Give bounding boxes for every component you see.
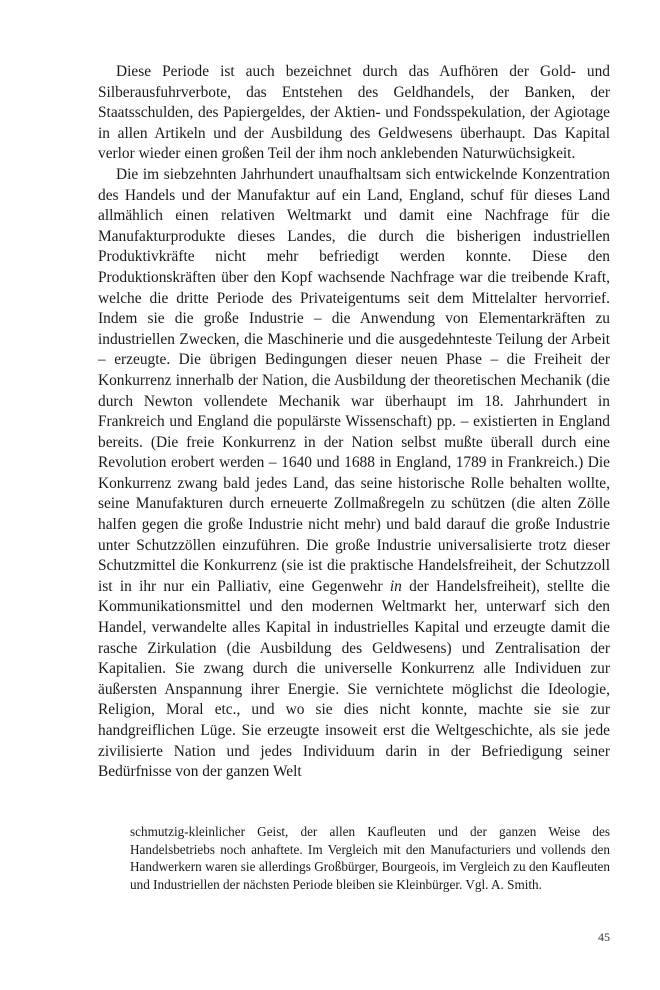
footnote-text: schmutzig-kleinlicher Geist, der allen Kaufleuten und der ganzen Weise des Handelsbetriebs noch anhaftete. Im Vergleich mit den Manufacturiers und vollends den Handwerkern waren sie allerdings Großbürger, Bourgeois, im Vergleich zu den Kaufleuten und Industriellen der nächsten Periode bleiben sie Kleinbürger. Vgl. A. Smith. (130, 824, 610, 892)
page-number: 45 (598, 930, 610, 944)
footnote (130, 823, 610, 893)
paragraph-1: Diese Periode ist auch bezeichnet durch das Aufhören der Gold- und Silberausfuhrverbote, das Entstehen des Geldhandels, der Banken, der Staatsschulden, des Papiergeldes, der Aktien- und Fondsspekulation, der Agiotage in allen Artikeln und der Ausbildung des Geldwesens überhaupt. Das Kapital verlor wieder einen großen Teil der ihm noch anklebenden Naturwüchsigkeit. (98, 63, 610, 163)
body-text (98, 62, 610, 783)
emphasis-in: in (389, 577, 402, 595)
paragraph-2 (98, 165, 610, 783)
main-text (98, 62, 610, 783)
paragraph-2-text-b: der Handelsfreiheit), stellte die Kommunikationsmittel und den modernen Weltmarkt her, unterwarf sich den Handel, verwandelte alles Kapital in industrielles Kapital und erzeugte damit die rasche Zirkulation (die Ausbildung des Geldwesens) und Zentralisation der Kapitalien. Sie zwang durch die universelle Konkurrenz alle Individuen zur äußersten Anspannung ihrer Energie. Sie vernichtete möglichst die Ideologie, Religion, Moral etc., und wo sie dies nicht konnte, machte sie sie zur handgreiflichen Lüge. Sie erzeugte insoweit erst die Weltgeschichte, als sie jede zivilisierte Nation und jedes Individuum darin in der Befriedigung seiner Bedürfnisse von der ganzen Welt (98, 577, 610, 781)
paragraph-2-text-a: Die im siebzehnten Jahrhundert unaufhaltsam sich entwickelnde Konzentration des Handels und der Manufaktur auf ein Land, England, schuf für dieses Land allmählich einen relativen Weltmarkt und damit eine Nachfrage für die Manufakturprodukte dieses Landes, die durch die bisherigen industriellen Produktivkräfte nicht mehr befriedigt werden konnte. Diese den Produktionskräften über den Kopf wachsende Nachfrage war die treibende Kraft, welche die dritte Periode des Privateigentums seit dem Mittelalter hervorrief. Indem sie die große Industrie – die Anwendung von Elementarkräften zu industriellen Zwecken, die Maschinerie und die ausgedehnteste Teilung der Arbeit – erzeugte. Die übrigen Bedingungen dieser neuen Phase – die Freiheit der Konkurrenz innerhalb der Nation, die Ausbildung der theoretischen Mechanik (die durch Newton vollendete Mechanik war überhaupt im 18. Jahrhundert in Frankreich und England die populärste Wissenschaft) pp. – existierten in England bereits. (Die freie Konkurrenz in der Nation selbst mußte überall durch eine Revolution erobert werden – 1640 und 1688 in England, 1789 in Frankreich.) Die Konkurrenz zwang bald jedes Land, das seine historische Rolle behalten wollte, seine Manufakturen durch erneuerte Zollmaßregeln zu schützen (die alten Zölle halfen gegen die große Industrie nicht mehr) und bald darauf die große Industrie unter Schutzzöllen einzuführen. Die große Industrie universalisierte trotz dieser Schutzmittel die Konkurrenz (sie ist die praktische Handelsfreiheit, der Schutzzoll ist in ihr nur ein Palliativ, eine Gegenwehr (98, 165, 610, 595)
